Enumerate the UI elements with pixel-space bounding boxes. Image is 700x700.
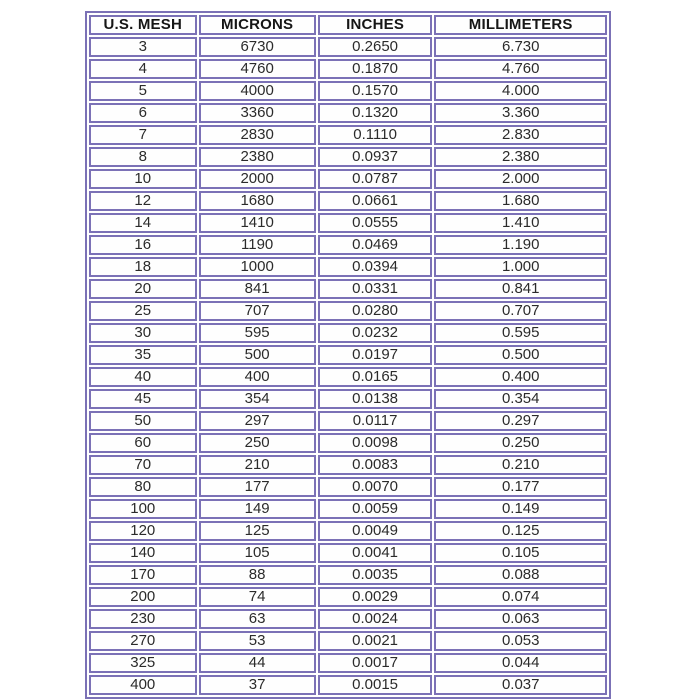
table-row <box>89 367 607 387</box>
table-cell: 4000 <box>199 81 316 101</box>
table-cell: 5 <box>89 81 197 101</box>
table-cell: 0.0017 <box>318 653 433 673</box>
table-cell: 0.707 <box>434 301 607 321</box>
table-cell: 149 <box>199 499 316 519</box>
column-header-millimeters: MILLIMETERS <box>434 15 607 35</box>
table-cell: 140 <box>89 543 197 563</box>
table-cell: 0.595 <box>434 323 607 343</box>
table-cell: 0.1870 <box>318 59 433 79</box>
table-header-row <box>89 15 607 35</box>
table-row <box>89 543 607 563</box>
table-row <box>89 301 607 321</box>
table-cell: 63 <box>199 609 316 629</box>
table-cell: 0.074 <box>434 587 607 607</box>
table-cell: 2000 <box>199 169 316 189</box>
table-cell: 105 <box>199 543 316 563</box>
table-row <box>89 521 607 541</box>
table-cell: 0.044 <box>434 653 607 673</box>
table-cell: 200 <box>89 587 197 607</box>
table-cell: 37 <box>199 675 316 695</box>
table-cell: 170 <box>89 565 197 585</box>
table-row <box>89 477 607 497</box>
table-row <box>89 389 607 409</box>
column-header-inches: INCHES <box>318 15 433 35</box>
table-cell: 4.000 <box>434 81 607 101</box>
table-row <box>89 59 607 79</box>
table-cell: 0.400 <box>434 367 607 387</box>
table-cell: 0.841 <box>434 279 607 299</box>
table-cell: 10 <box>89 169 197 189</box>
table-cell: 70 <box>89 455 197 475</box>
table-cell: 0.0280 <box>318 301 433 321</box>
table-row <box>89 213 607 233</box>
table-cell: 0.105 <box>434 543 607 563</box>
table-row <box>89 455 607 475</box>
table-cell: 100 <box>89 499 197 519</box>
table-cell: 210 <box>199 455 316 475</box>
table-row <box>89 653 607 673</box>
table-row <box>89 411 607 431</box>
table-cell: 6 <box>89 103 197 123</box>
table-cell: 4760 <box>199 59 316 79</box>
table-cell: 177 <box>199 477 316 497</box>
table-cell: 0.0197 <box>318 345 433 365</box>
table-cell: 50 <box>89 411 197 431</box>
table-cell: 125 <box>199 521 316 541</box>
table-cell: 0.088 <box>434 565 607 585</box>
table-row <box>89 587 607 607</box>
table-cell: 250 <box>199 433 316 453</box>
table-row <box>89 235 607 255</box>
table-row <box>89 147 607 167</box>
table-cell: 35 <box>89 345 197 365</box>
table-cell: 0.037 <box>434 675 607 695</box>
table-cell: 0.0787 <box>318 169 433 189</box>
table-cell: 0.354 <box>434 389 607 409</box>
table-cell: 0.0469 <box>318 235 433 255</box>
table-cell: 0.0138 <box>318 389 433 409</box>
table-row <box>89 609 607 629</box>
table-row <box>89 81 607 101</box>
table-cell: 2.830 <box>434 125 607 145</box>
table-cell: 270 <box>89 631 197 651</box>
table-cell: 1.190 <box>434 235 607 255</box>
table-cell: 1410 <box>199 213 316 233</box>
table-cell: 325 <box>89 653 197 673</box>
table-cell: 3.360 <box>434 103 607 123</box>
table-cell: 0.125 <box>434 521 607 541</box>
table-cell: 8 <box>89 147 197 167</box>
table-cell: 354 <box>199 389 316 409</box>
table-cell: 0.0331 <box>318 279 433 299</box>
table-cell: 0.297 <box>434 411 607 431</box>
table-cell: 30 <box>89 323 197 343</box>
column-header-us-mesh: U.S. MESH <box>89 15 197 35</box>
table-cell: 4 <box>89 59 197 79</box>
table-cell: 400 <box>199 367 316 387</box>
table-cell: 0.0015 <box>318 675 433 695</box>
table-cell: 80 <box>89 477 197 497</box>
table-cell: 841 <box>199 279 316 299</box>
table-cell: 400 <box>89 675 197 695</box>
table-cell: 0.0024 <box>318 609 433 629</box>
table-cell: 2.380 <box>434 147 607 167</box>
table-cell: 0.0021 <box>318 631 433 651</box>
table-cell: 0.210 <box>434 455 607 475</box>
table-row <box>89 433 607 453</box>
table-cell: 60 <box>89 433 197 453</box>
table-cell: 74 <box>199 587 316 607</box>
table-row <box>89 565 607 585</box>
table-cell: 1190 <box>199 235 316 255</box>
table-cell: 0.0083 <box>318 455 433 475</box>
table-cell: 0.177 <box>434 477 607 497</box>
table-cell: 1.410 <box>434 213 607 233</box>
table-row <box>89 499 607 519</box>
table-cell: 0.0165 <box>318 367 433 387</box>
table-row <box>89 191 607 211</box>
table-cell: 2830 <box>199 125 316 145</box>
table-cell: 0.500 <box>434 345 607 365</box>
table-cell: 88 <box>199 565 316 585</box>
table-cell: 7 <box>89 125 197 145</box>
table-cell: 500 <box>199 345 316 365</box>
table-cell: 297 <box>199 411 316 431</box>
mesh-conversion-table-container <box>85 11 611 692</box>
table-row <box>89 675 607 695</box>
table-cell: 0.0555 <box>318 213 433 233</box>
table-cell: 0.1570 <box>318 81 433 101</box>
table-cell: 0.0029 <box>318 587 433 607</box>
table-cell: 0.0117 <box>318 411 433 431</box>
table-cell: 230 <box>89 609 197 629</box>
table-cell: 0.0049 <box>318 521 433 541</box>
table-cell: 0.0937 <box>318 147 433 167</box>
table-cell: 0.0661 <box>318 191 433 211</box>
table-cell: 18 <box>89 257 197 277</box>
table-cell: 16 <box>89 235 197 255</box>
table-cell: 25 <box>89 301 197 321</box>
table-row <box>89 37 607 57</box>
table-body <box>89 37 607 695</box>
table-cell: 120 <box>89 521 197 541</box>
table-row <box>89 125 607 145</box>
table-row <box>89 103 607 123</box>
table-cell: 0.2650 <box>318 37 433 57</box>
table-row <box>89 345 607 365</box>
table-cell: 1680 <box>199 191 316 211</box>
table-cell: 3360 <box>199 103 316 123</box>
table-cell: 0.149 <box>434 499 607 519</box>
table-cell: 0.0070 <box>318 477 433 497</box>
table-row <box>89 169 607 189</box>
table-cell: 12 <box>89 191 197 211</box>
table-cell: 595 <box>199 323 316 343</box>
table-cell: 6.730 <box>434 37 607 57</box>
column-header-microns: MICRONS <box>199 15 316 35</box>
table-cell: 44 <box>199 653 316 673</box>
table-row <box>89 631 607 651</box>
table-cell: 14 <box>89 213 197 233</box>
table-cell: 2.000 <box>434 169 607 189</box>
table-cell: 0.0035 <box>318 565 433 585</box>
table-cell: 1.680 <box>434 191 607 211</box>
table-cell: 0.063 <box>434 609 607 629</box>
table-cell: 0.0394 <box>318 257 433 277</box>
table-cell: 3 <box>89 37 197 57</box>
table-cell: 0.1110 <box>318 125 433 145</box>
table-cell: 0.250 <box>434 433 607 453</box>
table-cell: 0.1320 <box>318 103 433 123</box>
table-row <box>89 323 607 343</box>
table-cell: 0.0098 <box>318 433 433 453</box>
table-cell: 0.0041 <box>318 543 433 563</box>
table-row <box>89 279 607 299</box>
table-cell: 2380 <box>199 147 316 167</box>
table-cell: 1.000 <box>434 257 607 277</box>
table-cell: 6730 <box>199 37 316 57</box>
table-cell: 0.053 <box>434 631 607 651</box>
table-row <box>89 257 607 277</box>
table-cell: 1000 <box>199 257 316 277</box>
table-cell: 4.760 <box>434 59 607 79</box>
table-cell: 40 <box>89 367 197 387</box>
table-cell: 0.0232 <box>318 323 433 343</box>
table-cell: 45 <box>89 389 197 409</box>
mesh-conversion-table <box>85 11 611 699</box>
table-cell: 0.0059 <box>318 499 433 519</box>
table-cell: 707 <box>199 301 316 321</box>
table-cell: 53 <box>199 631 316 651</box>
table-cell: 20 <box>89 279 197 299</box>
